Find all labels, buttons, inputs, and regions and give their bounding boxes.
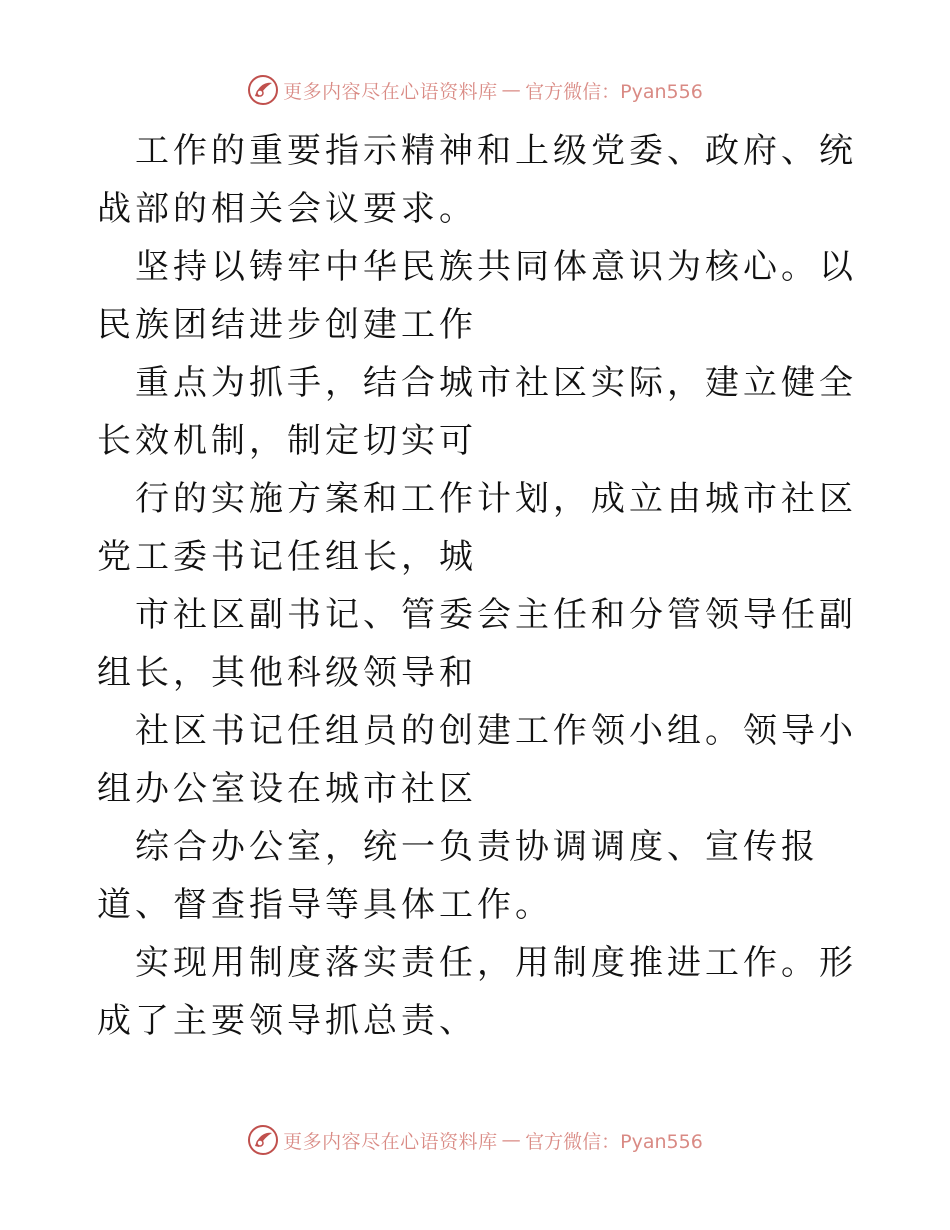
paragraph-line: 公室设在城市社区 <box>173 769 477 809</box>
watermark-text: 更多内容尽在心语资料库 <box>283 1130 498 1153</box>
paragraph-line: 主要领导抓总责、 <box>173 1001 477 1041</box>
watermark-wechat: 官方微信：Pyan556 <box>525 80 703 103</box>
paragraph-7 <box>97 818 857 934</box>
paragraph-line: 团结进步创建工作 <box>173 305 477 345</box>
paragraph-6 <box>97 702 857 818</box>
paragraph-line: 长，其他科级领导和 <box>135 653 477 693</box>
paragraph-2 <box>97 238 857 354</box>
paragraph-line: 综合办公室，统一负责协调调度、宣传报道、督 <box>97 827 819 925</box>
footer-watermark <box>0 1120 950 1160</box>
paragraph-line: 重点为抓手，结合城市社区实际，建立健全长效 <box>97 363 857 461</box>
paragraph-line: 工作的重要指示精神和上级党委、政府、统战部 <box>97 131 857 229</box>
paragraph-line: 委书记任组长，城 <box>173 537 477 577</box>
paragraph-1 <box>97 122 857 238</box>
logo-icon <box>247 74 279 106</box>
paragraph-line: 社区书记任组员的创建工作领小组。领导小组办 <box>97 711 857 809</box>
paragraph-5 <box>97 586 857 702</box>
watermark-wechat: 官方微信：Pyan556 <box>525 1130 703 1153</box>
paragraph-line: 行的实施方案和工作计划，成立由城市社区党工 <box>97 479 857 577</box>
paragraph-line: 市社区副书记、管委会主任和分管领导任副组 <box>97 595 857 693</box>
paragraph-line: 查指导等具体工作。 <box>211 885 553 925</box>
paragraph-8 <box>97 934 857 1050</box>
watermark-dash: — <box>501 79 522 101</box>
paragraph-line: 机制，制定切实可 <box>173 421 477 461</box>
logo-icon <box>247 1124 279 1156</box>
paragraph-4 <box>97 470 857 586</box>
watermark-dash: — <box>501 1129 522 1151</box>
header-watermark <box>0 70 950 110</box>
paragraph-3 <box>97 354 857 470</box>
paragraph-line: 坚持以铸牢中华民族共同体意识为核心。以民族 <box>97 247 857 345</box>
document-body <box>97 122 857 1050</box>
paragraph-line: 的相关会议要求。 <box>173 189 477 229</box>
paragraph-line: 实现用制度落实责任，用制度推进工作。形成了 <box>97 943 857 1041</box>
watermark-text: 更多内容尽在心语资料库 <box>283 80 498 103</box>
